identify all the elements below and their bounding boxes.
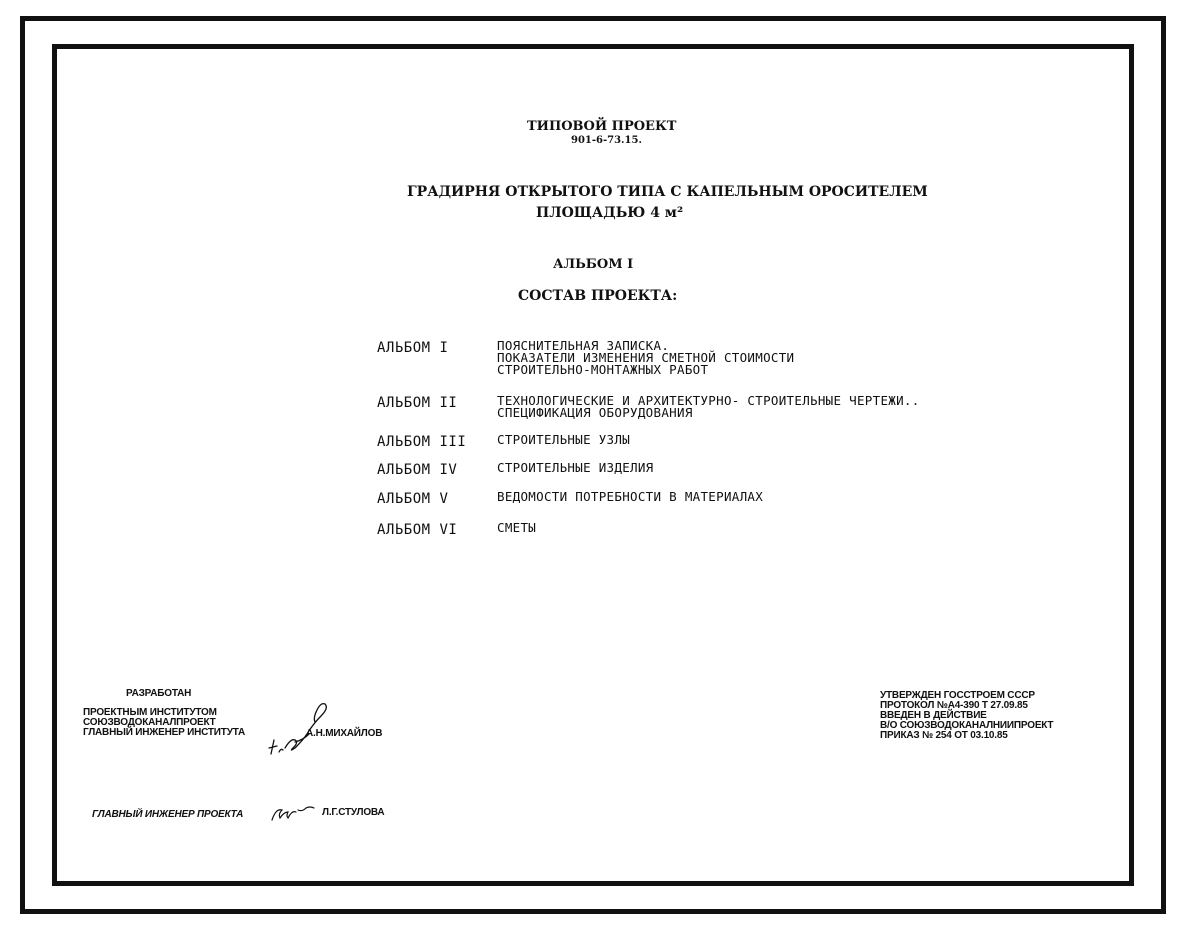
album-number: АЛЬБОМ I: [553, 257, 634, 272]
developer-line: ПРОЕКТНЫМ ИНСТИТУТОМ: [83, 707, 217, 718]
developer-block: [83, 708, 245, 738]
album-label-6: АЛЬБОМ VI: [377, 522, 458, 538]
developer-line: СОЮЗВОДОКАНАЛПРОЕКТ: [83, 717, 216, 728]
album-desc-2-line: СПЕЦИФИКАЦИЯ ОБОРУДОВАНИЯ: [497, 405, 693, 420]
album-desc-5: [497, 491, 763, 503]
project-name-line2: ПЛОЩАДЬЮ 4 м²: [536, 205, 684, 221]
album-desc-1-line: ПОКАЗАТЕЛИ ИЗМЕНЕНИЯ СМЕТНОЙ СТОИМОСТИ: [497, 350, 795, 365]
album-desc-4-line: СТРОИТЕЛЬНЫЕ ИЗДЕЛИЯ: [497, 460, 654, 475]
album-desc-3-line: СТРОИТЕЛЬНЫЕ УЗЛЫ: [497, 432, 631, 447]
project-name-line1: ГРАДИРНЯ ОТКРЫТОГО ТИПА С КАПЕЛЬНЫМ ОРОСИТЕЛЕМ: [407, 184, 928, 200]
chief-engineer-signature: [265, 696, 335, 758]
album-label-2: АЛЬБОМ II: [377, 395, 458, 411]
project-code: 901-6-73.15.: [571, 135, 642, 146]
album-desc-6: [497, 522, 536, 534]
album-label-1: АЛЬБОМ I: [377, 340, 449, 356]
chief-engineer-name: А.Н.МИХАЙЛОВ: [306, 728, 383, 739]
project-engineer-label: ГЛАВНЫЙ ИНЖЕНЕР ПРОЕКТА: [92, 809, 244, 820]
album-desc-1-line: ПОЯСНИТЕЛЬНАЯ ЗАПИСКА.: [497, 338, 670, 353]
document-title: ТИПОВОЙ ПРОЕКТ: [527, 119, 677, 134]
album-label-4: АЛЬБОМ IV: [377, 462, 458, 478]
album-desc-2: [497, 395, 920, 419]
album-desc-3: [497, 434, 630, 446]
developer-line: ГЛАВНЫЙ ИНЖЕНЕР ИНСТИТУТА: [83, 727, 246, 738]
album-desc-1-line: СТРОИТЕЛЬНО-МОНТАЖНЫХ РАБОТ: [497, 362, 709, 377]
album-label-3: АЛЬБОМ III: [377, 434, 467, 450]
album-desc-5-line: ВЕДОМОСТИ ПОТРЕБНОСТИ В МАТЕРИАЛАХ: [497, 489, 764, 504]
developer-heading: РАЗРАБОТАН: [126, 688, 192, 699]
project-engineer-signature: [270, 800, 316, 826]
approval-line: ВВЕДЕН В ДЕЙСТВИЕ: [880, 710, 987, 721]
approval-line: В/О СОЮЗВОДОКАНАЛНИИПРОЕКТ: [880, 720, 1054, 731]
album-label-5: АЛЬБОМ V: [377, 491, 449, 507]
approval-line: ПРОТОКОЛ №А4-390 Т 27.09.85: [880, 700, 1028, 711]
album-desc-4: [497, 462, 654, 474]
album-desc-1: [497, 340, 794, 376]
album-desc-6-line: СМЕТЫ: [497, 520, 537, 535]
approval-block: [880, 691, 1053, 741]
approval-line: ПРИКАЗ № 254 ОТ 03.10.85: [880, 730, 1008, 741]
project-engineer-name: Л.Г.СТУЛОВА: [322, 807, 385, 818]
approval-line: УТВЕРЖДЕН ГОССТРОЕМ СССР: [880, 690, 1035, 701]
album-desc-2-line: ТЕХНОЛОГИЧЕСКИЕ И АРХИТЕКТУРНО- СТРОИТЕЛЬНЫЕ ЧЕРТЕЖИ..: [497, 393, 920, 408]
contents-title: СОСТАВ ПРОЕКТА:: [518, 288, 678, 304]
